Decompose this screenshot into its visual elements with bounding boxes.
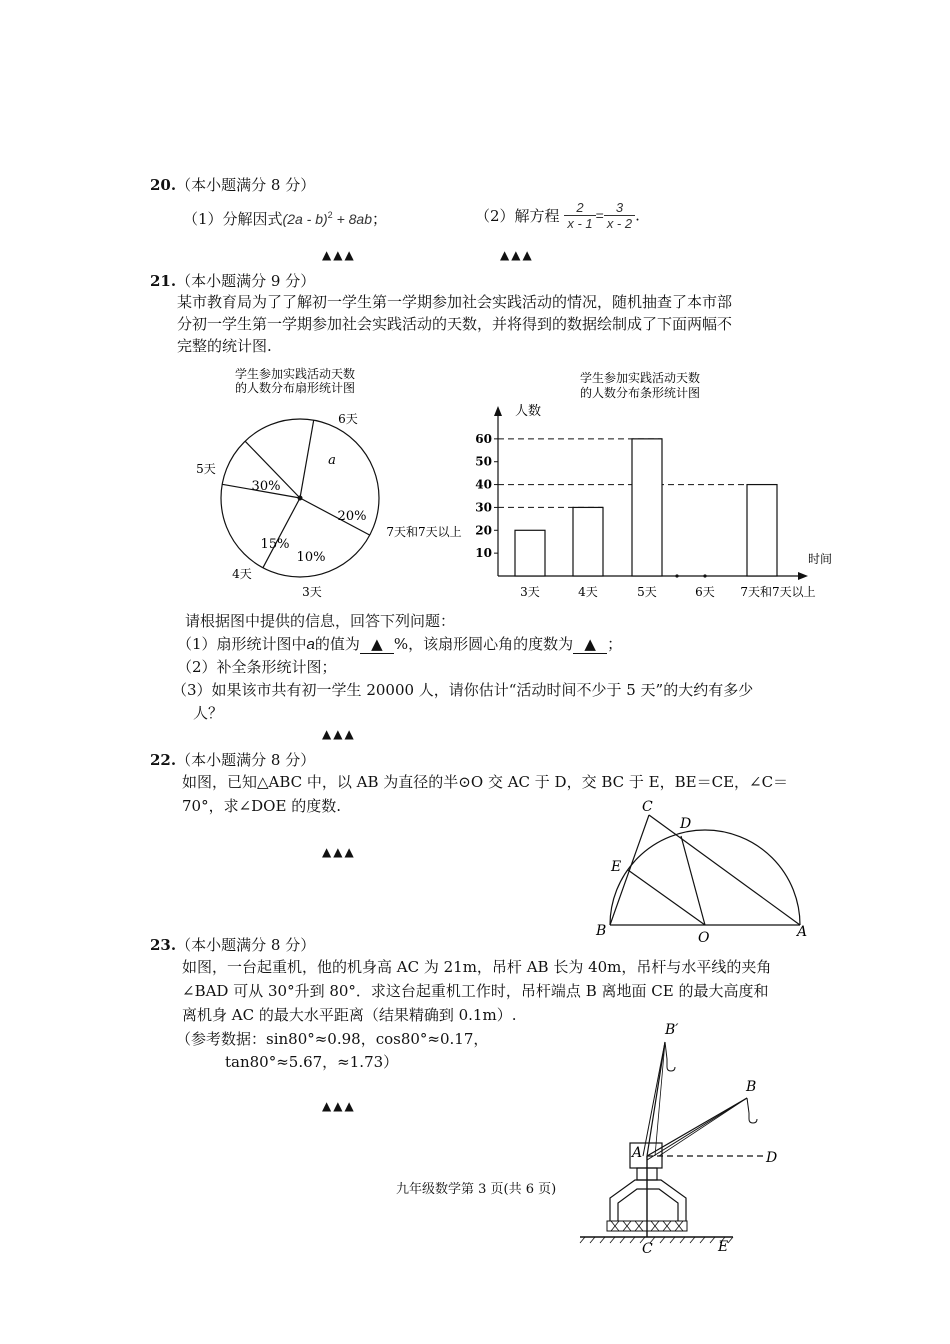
q22-segment-oe (628, 870, 705, 925)
q20-answer-marks-1: ▲▲▲ (322, 248, 356, 262)
pie-label-4days: 4天 (232, 567, 252, 581)
q21-text-line1: 某市教育局为了了解初一学生第一学期参加社会实践活动的情况，随机抽查了本市部 (177, 293, 733, 311)
pie-chart-title: 学生参加实践活动天数 (234, 367, 356, 381)
bar-bars (515, 439, 777, 578)
bar-x-axis-arrow (798, 572, 808, 580)
q20-part1-expr: (2a - b) (282, 211, 328, 227)
crane-cable-to-b (659, 1098, 747, 1156)
bar-y-tick-label-40: 40 (475, 477, 492, 492)
bar-y-axis-arrow (494, 406, 502, 416)
bar-2 (573, 507, 603, 576)
bar-category-labels (520, 584, 815, 599)
q21-sub1-variable: a (306, 636, 315, 653)
q21-sub1-text-d: ； (607, 635, 623, 653)
q21-sub1-text-c: %，该扇形圆心角的度数为 (393, 635, 574, 653)
q23-ref-line1: （参考数据：sin80°≈0.98，cos80°≈0.17， (176, 1030, 489, 1048)
pie-pct-3days: 10% (296, 550, 326, 565)
crane-boom-to-b-prime (647, 1042, 665, 1156)
q20-left-numerator: 2 (576, 200, 584, 215)
q23-line2: ∠BAD 可从 30°升到 80°．求这台起重机工作时，吊杆端点 B 离地面 CE 的最大高度和 (182, 982, 769, 1000)
q21-text-line2: 分初一学生第一学期参加社会实践活动的天数，并将得到的数据绘制成了下面两幅不 (177, 315, 733, 333)
bar-chart-subtitle: 的人数分布条形统计图 (579, 386, 701, 400)
q21-text-line3: 完整的统计图. (177, 337, 272, 355)
pie-label-6days: 6天 (338, 412, 358, 426)
pie-slice-divider-3 (260, 498, 300, 568)
q21-sub1 (177, 633, 622, 654)
q22-label-c: C (642, 799, 653, 815)
crane-portal-inner (618, 1189, 678, 1221)
q23-crane-figure (575, 1015, 795, 1260)
q20-right-denominator: x - 2 (604, 215, 635, 231)
bar-category-label-1: 3天 (520, 585, 540, 599)
bar-3 (632, 439, 662, 576)
q22-header (150, 749, 315, 770)
pie-pct-4days: 15% (260, 537, 290, 552)
q22-segment-od (681, 836, 705, 925)
crane-label-b: B (746, 1079, 757, 1095)
q21-points: （本小题满分 9 分） (176, 272, 316, 290)
q23-line1: 如图，一台起重机，他的机身高 AC 为 21m，吊杆 AB 长为 40m，吊杆与水平线的夹角 (182, 958, 772, 976)
q21-sub1-blank-2: ▲ (573, 635, 607, 654)
crane-rope-b-prime (665, 1042, 667, 1059)
bar-empty-marker-b (703, 574, 706, 577)
crane-hook-b-icon (749, 1113, 757, 1123)
q22-label-o: O (698, 930, 710, 946)
q22-answer-marks: ▲▲▲ (322, 845, 356, 859)
q21-sub2: （2）补全条形统计图； (177, 658, 337, 676)
q23-points: （本小题满分 8 分） (176, 936, 316, 954)
bar-category-label-5: 7天和7天以上 (740, 585, 816, 599)
q23-answer-marks: ▲▲▲ (322, 1099, 356, 1113)
bar-category-label-2: 4天 (578, 585, 598, 599)
q21-sub3-line1: （3）如果该市共有初一学生 20000 人，请你估计“活动时间不少于 5 天”的大约有多少 (172, 681, 754, 699)
q20-left-fraction (564, 200, 595, 231)
crane-label-c: C (642, 1241, 653, 1257)
pie-pct-6days: a (328, 453, 336, 468)
bar-5 (747, 485, 777, 576)
q20-equals: = (595, 207, 604, 224)
bar-y-tick-label-50: 50 (475, 454, 492, 469)
bar-empty-marker-a (675, 574, 678, 577)
q20-left-denominator: x - 1 (564, 215, 595, 231)
pie-center-dot (298, 496, 303, 501)
q22-points: （本小题满分 8 分） (176, 751, 316, 769)
q22-dot: . (170, 751, 177, 769)
bar-y-tick-label-60: 60 (475, 431, 492, 446)
bar-y-tick-label-10: 10 (475, 546, 492, 561)
pie-chart (190, 360, 480, 605)
bar-chart (470, 360, 845, 610)
q20-right-numerator: 3 (615, 200, 624, 215)
crane-boom-to-b (647, 1098, 747, 1156)
q21-sub3-line2: 人？ (193, 704, 224, 722)
pie-pct-5days: 30% (251, 479, 281, 494)
q21-dot: . (170, 272, 177, 290)
pie-slice-divider-1 (300, 420, 314, 498)
q22-figure (590, 795, 815, 950)
crane-rope-b (747, 1098, 749, 1113)
crane-label-d: D (766, 1150, 778, 1166)
bar-y-tick-label-30: 30 (475, 500, 492, 515)
q21-answer-marks: ▲▲▲ (322, 727, 356, 741)
bar-x-label: 时间 (807, 552, 833, 566)
q23-ref-line2: tan80°≈5.67，≈1.73） (225, 1053, 399, 1071)
q22-line1: 如图，已知△ABC 中，以 AB 为直径的半⊙O 交 AC 于 D，交 BC 于 E，BE＝CE，∠C＝ (182, 773, 789, 791)
q20-part2-label: （2）解方程 (475, 207, 560, 225)
q21-sub1-text-a: （1）扇形统计图中 (177, 635, 307, 653)
bar-category-label-3: 5天 (637, 585, 657, 599)
q20-period: . (635, 206, 640, 225)
q22-label-d: D (680, 816, 692, 832)
q20-answer-marks-2: ▲▲▲ (500, 248, 534, 262)
crane-label-e: E (718, 1239, 729, 1255)
crane-boom-to-b-prime-2 (643, 1042, 665, 1156)
q20-part1-label: （1）分解因式 (183, 210, 283, 228)
pie-label-5days: 5天 (196, 462, 216, 476)
q20-part1-exponent: 2 (327, 210, 333, 220)
q21-sub1-blank-1: ▲ (360, 635, 394, 654)
bar-y-label: 人数 (514, 404, 542, 419)
bar-category-label-4: 6天 (695, 585, 715, 599)
q23-number: 23 (150, 936, 171, 954)
q20-part1-semicolon: ； (372, 210, 388, 228)
q23-line3: 离机身 AC 的最大水平距离（结果精确到 0.1m）. (182, 1006, 517, 1024)
bar-y-tick-label-20: 20 (475, 523, 492, 538)
q20-dot: . (170, 176, 177, 194)
q21-number: 21 (150, 272, 171, 290)
q21-sub1-text-b: 的值为 (314, 635, 360, 653)
crane-label-a: A (632, 1145, 643, 1161)
crane-hook-b-prime-icon (667, 1059, 675, 1071)
q20-part1 (183, 208, 387, 229)
q23-header (150, 934, 315, 955)
q22-line2: 70°，求∠DOE 的度数. (182, 797, 341, 815)
pie-chart-subtitle: 的人数分布扇形统计图 (234, 381, 356, 395)
q23-dot: . (170, 936, 177, 954)
q22-label-e: E (611, 859, 622, 875)
crane-ground-hatching (580, 1237, 733, 1243)
pie-label-3days: 3天 (302, 585, 322, 599)
bar-chart-title: 学生参加实践活动天数 (579, 371, 701, 385)
bar-ticks (475, 432, 498, 560)
q20-number: 20 (150, 176, 171, 194)
bar-1 (515, 530, 545, 576)
q20-points: （本小题满分 8 分） (176, 176, 316, 194)
q20-header (150, 174, 315, 195)
q21-header (150, 270, 315, 291)
pie-label-7days: 7天和7天以上 (386, 525, 462, 539)
page-footer: 九年级数学第 3 页(共 6 页) (396, 1182, 557, 1197)
q20-right-fraction (604, 200, 635, 231)
pie-pct-7days: 20% (337, 509, 367, 524)
q22-label-a: A (797, 924, 808, 940)
q21-prompt: 请根据图中提供的信息，回答下列问题： (185, 612, 456, 630)
q20-part1-tail: + 8ab (332, 211, 373, 227)
crane-boom-to-b-2 (647, 1098, 747, 1160)
q22-number: 22 (150, 751, 171, 769)
crane-label-b-prime: B′ (665, 1022, 679, 1038)
q22-label-b: B (596, 923, 607, 939)
q20-part2 (475, 200, 640, 231)
